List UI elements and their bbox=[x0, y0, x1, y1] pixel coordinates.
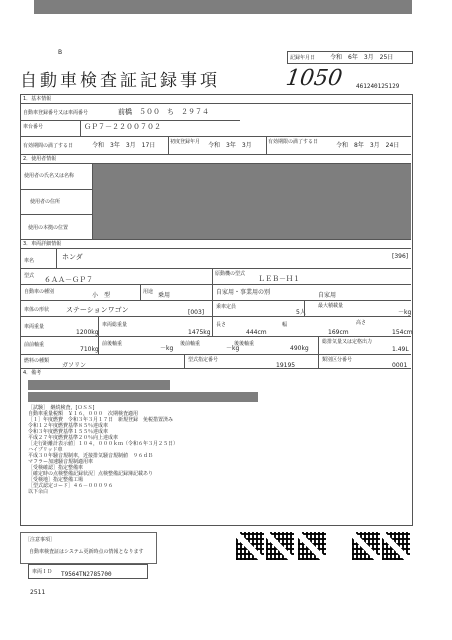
remark-line: ［受検確認］指定整備車 bbox=[28, 465, 84, 471]
height-label: 高さ bbox=[356, 320, 367, 326]
width-label: 幅 bbox=[282, 322, 288, 328]
remark-line: ［試験］ 継続検査，[ＯＳＳ] bbox=[28, 405, 95, 411]
remark-line: 以下余白 bbox=[28, 489, 49, 495]
chassis-value: ＧＰ７－２２００７０２ bbox=[84, 123, 161, 131]
qr-code-2 bbox=[266, 532, 294, 560]
rear-front-axle-label: 後前軸重 bbox=[180, 341, 201, 347]
max-load-label: 最大積載量 bbox=[318, 303, 344, 309]
redacted-user-info bbox=[93, 164, 411, 239]
type-number-label: 型式指定番号 bbox=[188, 357, 219, 363]
remark-line: ［走行距離計表示値］１０４，０００ｋｍ（令和６年３月２５日） bbox=[28, 441, 179, 447]
type-number-value: 19195 bbox=[276, 362, 296, 369]
fuel-value: ガソリン bbox=[62, 362, 87, 369]
b-mark: B bbox=[58, 49, 63, 56]
model-label: 型式 bbox=[24, 273, 35, 279]
section1-heading: 1．基本情報 bbox=[23, 96, 52, 102]
notice-text: 自動車検査証はシステム更新時点の情報となります bbox=[29, 549, 144, 555]
qr-code-4 bbox=[352, 532, 380, 560]
use-label: 用途 bbox=[143, 289, 154, 295]
redacted-remark-1 bbox=[28, 380, 170, 390]
gross-weight-value: 1475kg bbox=[188, 329, 211, 336]
remark-line: マフラー加速騒音規制適用車 bbox=[28, 459, 94, 465]
vehicle-id-box bbox=[28, 564, 148, 579]
width-value: 169cm bbox=[328, 329, 349, 336]
rear-rear-axle-value: 490kg bbox=[290, 345, 309, 352]
class-number-label: 類別区分番号 bbox=[322, 357, 353, 363]
front-front-axle-value: 710kg bbox=[80, 346, 99, 353]
sticker-label: 有効期限の満了する日 bbox=[268, 139, 319, 145]
fuel-label: 燃料の種類 bbox=[24, 358, 50, 364]
section4-heading: 4．備考 bbox=[23, 370, 42, 376]
reg-value: 前橋 ５００ ち ２９７４ bbox=[118, 108, 209, 116]
kind-label: 自動車の種別 bbox=[24, 289, 55, 295]
front-rear-axle-label: 前後軸重 bbox=[102, 341, 123, 347]
section2-heading: 2．使用者情報 bbox=[23, 156, 57, 162]
body-value: ステーションワゴン bbox=[66, 306, 129, 314]
issue-date-box bbox=[287, 51, 413, 64]
max-load-value: －kg bbox=[398, 309, 412, 316]
rear-front-axle-value: －kg bbox=[226, 345, 240, 352]
page-code: 2511 bbox=[30, 589, 46, 596]
reg-label: 自動車登録番号又は車両番号 bbox=[23, 110, 89, 116]
remark-line: 平成２７年度燃費基準２０％向上達成車 bbox=[28, 435, 119, 441]
capacity-label: 乗車定員 bbox=[216, 304, 237, 310]
weight-label: 車両重量 bbox=[24, 324, 45, 330]
redacted-remark-2 bbox=[28, 392, 258, 402]
user-address-label: 使用者の住所 bbox=[30, 199, 61, 205]
remark-line: 自動車重量税額 ￥１６，０００ 次期検査適用 bbox=[28, 411, 139, 417]
section3-heading: 3．車両詳細情報 bbox=[23, 241, 62, 247]
page-title: 自動車検査証記録事項 bbox=[20, 71, 220, 91]
use-value: 乗用 bbox=[158, 292, 171, 299]
engine-label: 原動機の型式 bbox=[215, 271, 246, 277]
remark-line: ハイブリッド車 bbox=[28, 447, 63, 453]
remarks-list bbox=[28, 405, 288, 495]
first-reg-label: 初度登録年月 bbox=[170, 139, 201, 145]
qr-code-1 bbox=[236, 532, 264, 560]
engine-value: ＬＥＢ－Ｈ１ bbox=[258, 275, 300, 283]
kind-value: 小 型 bbox=[92, 292, 111, 299]
body-code: [003] bbox=[188, 309, 205, 316]
maker-value: ホンダ bbox=[62, 253, 83, 261]
valid-value: 令和 3年 3月 17日 bbox=[92, 142, 156, 149]
notice-heading: ［注意事項］ bbox=[25, 537, 56, 543]
height-value: 154cm bbox=[392, 329, 413, 336]
sticker-value: 令和 8年 3月 24日 bbox=[336, 142, 400, 149]
capacity-value: 5人 bbox=[296, 309, 306, 316]
gross-weight-label: 車両総重量 bbox=[102, 322, 128, 328]
remark-line: ［受検地］指定整備工場 bbox=[28, 477, 84, 483]
qr-code-3 bbox=[298, 532, 326, 560]
displacement-label: 総排気量又は定格出力 bbox=[322, 339, 373, 345]
issue-date-label: 記録年月日 bbox=[290, 55, 316, 61]
biz-label: 自家用・事業用の別 bbox=[216, 289, 271, 296]
biz-value: 自家用 bbox=[318, 292, 337, 299]
chassis-label: 車台番号 bbox=[23, 124, 44, 130]
length-label: 長さ bbox=[216, 322, 227, 328]
redaction-bar-top bbox=[34, 0, 412, 14]
doc-number: 461240125129 bbox=[356, 83, 400, 90]
remark-line: ［確定時の点検整備記録状況］点検整備記録簿記載あり bbox=[28, 471, 154, 477]
remark-line: 令和３年度燃費基準１５５％達成車 bbox=[28, 429, 109, 435]
valid-label: 有効期間の満了する日 bbox=[23, 143, 74, 149]
maker-label: 車名 bbox=[24, 258, 35, 264]
maker-code: [396] bbox=[392, 253, 409, 260]
vehicle-id-label: 車両ＩＤ bbox=[32, 569, 53, 575]
remark-line: ［１］年度燃費 令和３年３月１７日 新規登録 免税措置済み bbox=[28, 417, 174, 423]
displacement-value: 1.49L bbox=[392, 346, 409, 353]
remark-line: 平成３０年騒音規制車，近接排気騒音規制値 ９６ｄＢ bbox=[28, 453, 154, 459]
rear-rear-axle-label: 後後軸重 bbox=[234, 341, 255, 347]
remark-line: 令和１２年度燃費基準８５％達成車 bbox=[28, 423, 109, 429]
length-value: 444cm bbox=[246, 329, 267, 336]
vehicle-id: T9564TN2785700 bbox=[61, 571, 112, 578]
issue-date: 令和 6年 3月 25日 bbox=[330, 54, 394, 61]
model-value: ６ＡＡ－ＧＰ７ bbox=[44, 276, 93, 284]
front-rear-axle-value: －kg bbox=[160, 345, 174, 352]
base-location-label: 使用の本拠の位置 bbox=[28, 225, 69, 231]
qr-code-5 bbox=[382, 532, 410, 560]
user-name-label: 使用者の氏名又は名称 bbox=[24, 173, 75, 179]
notice-box bbox=[20, 532, 157, 564]
remark-line: ［型式認定コード］４６－０００９６ bbox=[28, 483, 114, 489]
handwritten-number: 1050 bbox=[284, 66, 344, 91]
front-front-axle-label: 前前軸重 bbox=[24, 342, 45, 348]
weight-value: 1200kg bbox=[76, 329, 99, 336]
class-number-value: 0001 bbox=[392, 362, 408, 369]
body-label: 車体の形状 bbox=[24, 307, 50, 313]
first-reg-value: 令和 3年 3月 bbox=[208, 142, 252, 149]
